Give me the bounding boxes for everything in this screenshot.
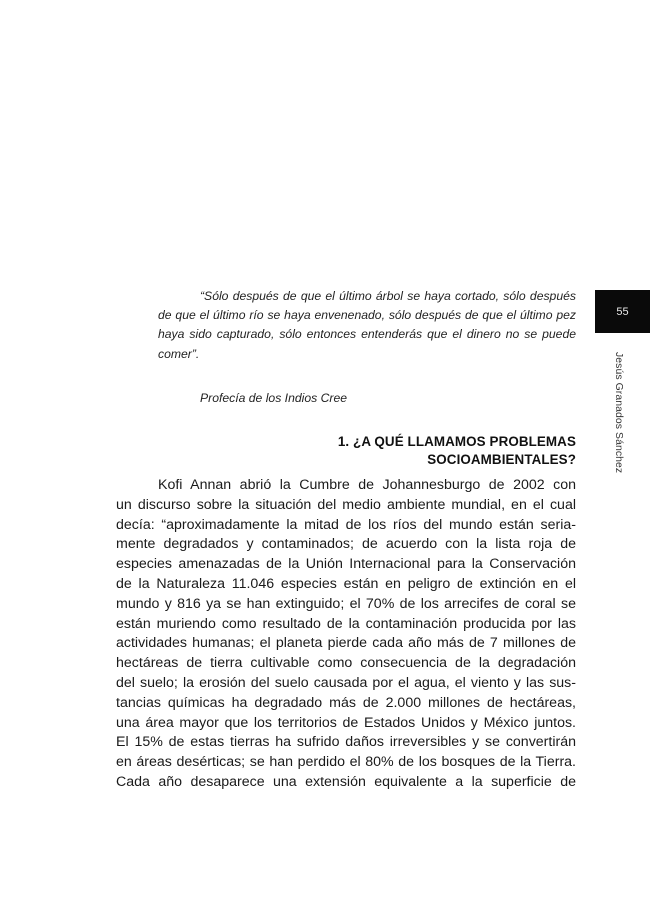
body-line: Kofi Annan abrió la Cumbre de Johannesburgo de 2002 con xyxy=(158,477,576,493)
section-heading xyxy=(300,433,576,469)
body-line: un discurso sobre la situación del medio ambiente mundial, en el cual xyxy=(116,496,576,513)
body-line: del suelo; la erosión del suelo causada por el agua, el viento y las sus- xyxy=(116,674,576,691)
epigraph-quote: “Sólo después de que el último árbol se haya cortado, sólo después de que el último río se haya envenenado, sólo después de que el último pez haya sido capturado, sólo entonces entenderás que el dinero no se puede comer”. xyxy=(158,289,576,361)
body-line: especies amenazadas de la Unión Internacional para la Conservación xyxy=(116,556,576,573)
running-header-author: Jesús Granados Sánchez xyxy=(613,352,624,474)
body-line: están muriendo como resultado de la contaminación producida por las xyxy=(116,615,576,632)
epigraph-source: Profecía de los Indios Cree xyxy=(200,391,348,405)
body-line: tancias químicas ha degradado más de 2.000 millones de hectáreas, xyxy=(116,694,576,711)
body-line: en áreas desérticas; se han perdido el 80% de los bosques de la Tierra. xyxy=(116,754,576,771)
body-paragraph xyxy=(116,476,576,793)
page-number-tab xyxy=(595,290,650,333)
body-line: de la Naturaleza 11.046 especies están en peligro de extinción en el xyxy=(116,575,576,592)
body-line: Cada año desaparece una extensión equivalente a la superficie de xyxy=(116,773,576,790)
body-line: hectáreas de tierra cultivable como consecuencia de la degradación xyxy=(116,655,576,672)
section-heading-line-1: 1. ¿A QUÉ LLAMAMOS PROBLEMAS xyxy=(337,434,576,449)
page-number: 55 xyxy=(616,305,629,318)
body-line: decía: “aproximadamente la mitad de los ríos del mundo están seria- xyxy=(116,516,576,533)
body-line: una área mayor que los territorios de Estados Unidos y México juntos. xyxy=(116,714,576,731)
body-line: mente degradados y contaminados; de acuerdo con la lista roja de xyxy=(116,536,576,553)
body-line: actividades humanas; el planeta pierde cada año más de 7 millones de xyxy=(116,635,576,652)
body-line: mundo y 816 ya se han extinguido; el 70% de los arrecifes de coral se xyxy=(116,595,576,612)
epigraph xyxy=(158,287,576,364)
body-line: El 15% de estas tierras ha sufrido daños irreversibles y se convertirán xyxy=(116,734,576,751)
section-heading-line-2: SOCIOAMBIENTALES? xyxy=(427,452,576,467)
